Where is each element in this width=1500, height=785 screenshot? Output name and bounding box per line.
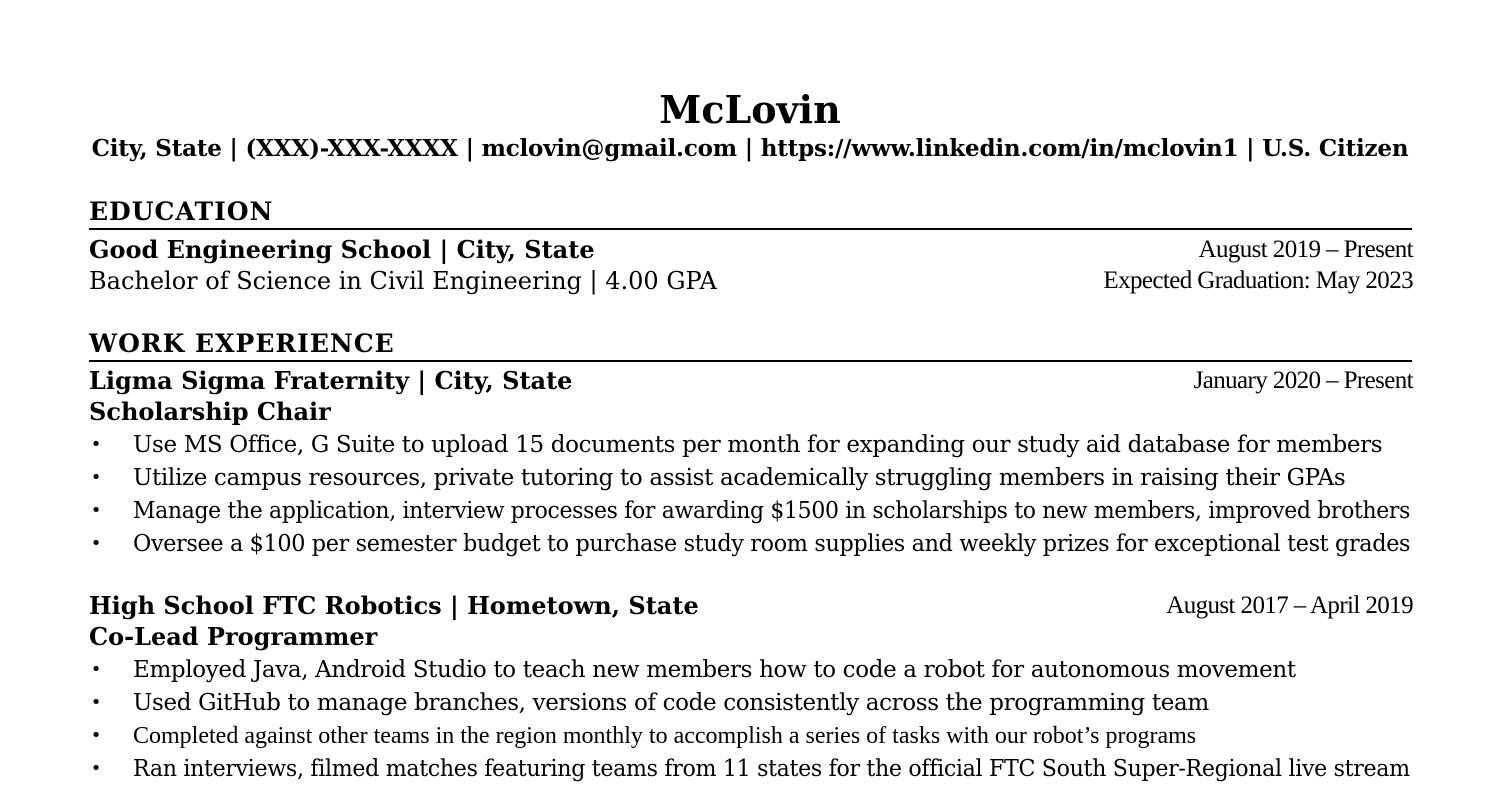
bullet-item	[89, 529, 1419, 559]
bullet-text: Employed Java, Android Studio to teach new members how to code a robot for autonomous movement	[133, 657, 1296, 683]
bullet-text: Use MS Office, G Suite to upload 15 documents per month for expanding our study aid database for members	[133, 432, 1383, 458]
bullet-icon: •	[90, 725, 102, 746]
bullet-text: Ran interviews, filmed matches featuring teams from 11 states for the official FTC South Super-Regional live stream	[133, 756, 1410, 782]
bullet-icon: •	[90, 533, 102, 554]
job-title: Co-Lead Programmer	[89, 622, 378, 651]
bullet-text: Oversee a $100 per semester budget to purchase study room supplies and weekly prizes for exceptional test grades	[133, 531, 1411, 557]
bullet-item	[89, 655, 1419, 685]
contact-line: City, State | (XXX)-XXX-XXXX | mclovin@gmail.com | https://www.linkedin.com/in/mclovin1 | U.S. Citizen	[91, 135, 1409, 162]
bullet-item	[89, 688, 1419, 718]
education-dates: August 2019 – Present	[1198, 236, 1413, 263]
bullet-item	[89, 463, 1419, 493]
job-organization: Ligma Sigma Fraternity | City, State	[89, 366, 573, 395]
degree: Bachelor of Science in Civil Engineering | 4.00 GPA	[89, 267, 717, 295]
school-name: Good Engineering School | City, State	[89, 235, 595, 264]
job-dates: August 2017 – April 2019	[1166, 592, 1413, 619]
bullet-text: Used GitHub to manage branches, versions of code consistently across the programming team	[133, 690, 1209, 716]
job-title: Scholarship Chair	[89, 397, 331, 426]
job-row	[89, 366, 1413, 396]
bullet-item	[89, 721, 1419, 751]
bullet-item	[89, 496, 1419, 526]
bullet-icon: •	[90, 500, 102, 521]
expected-graduation: Expected Graduation: May 2023	[1103, 267, 1413, 294]
bullet-text: Manage the application, interview processes for awarding $1500 in scholarships to new members, improved brothers	[133, 498, 1411, 524]
bullet-icon: •	[90, 467, 102, 488]
job-title-row	[89, 622, 1413, 652]
education-school-row	[89, 235, 1413, 265]
bullet-icon: •	[90, 434, 102, 455]
bullet-icon: •	[90, 692, 102, 713]
job-dates: January 2020 – Present	[1193, 367, 1413, 394]
education-heading: EDUCATION	[89, 197, 1412, 230]
bullet-text: Completed against other teams in the region monthly to accomplish a series of tasks with our robot’s programs	[133, 723, 1197, 749]
education-degree-row	[89, 266, 1413, 296]
work-experience-heading: WORK EXPERIENCE	[89, 329, 1412, 362]
bullet-item	[89, 754, 1419, 784]
bullet-item	[89, 430, 1419, 460]
job-row	[89, 591, 1413, 621]
bullet-icon: •	[90, 659, 102, 680]
resume-name: McLovin	[659, 87, 841, 132]
job-organization: High School FTC Robotics | Hometown, State	[89, 591, 699, 620]
bullet-icon: •	[90, 758, 102, 779]
job-title-row	[89, 397, 1413, 427]
bullet-text: Utilize campus resources, private tutoring to assist academically struggling members in raising their GPAs	[133, 465, 1346, 491]
